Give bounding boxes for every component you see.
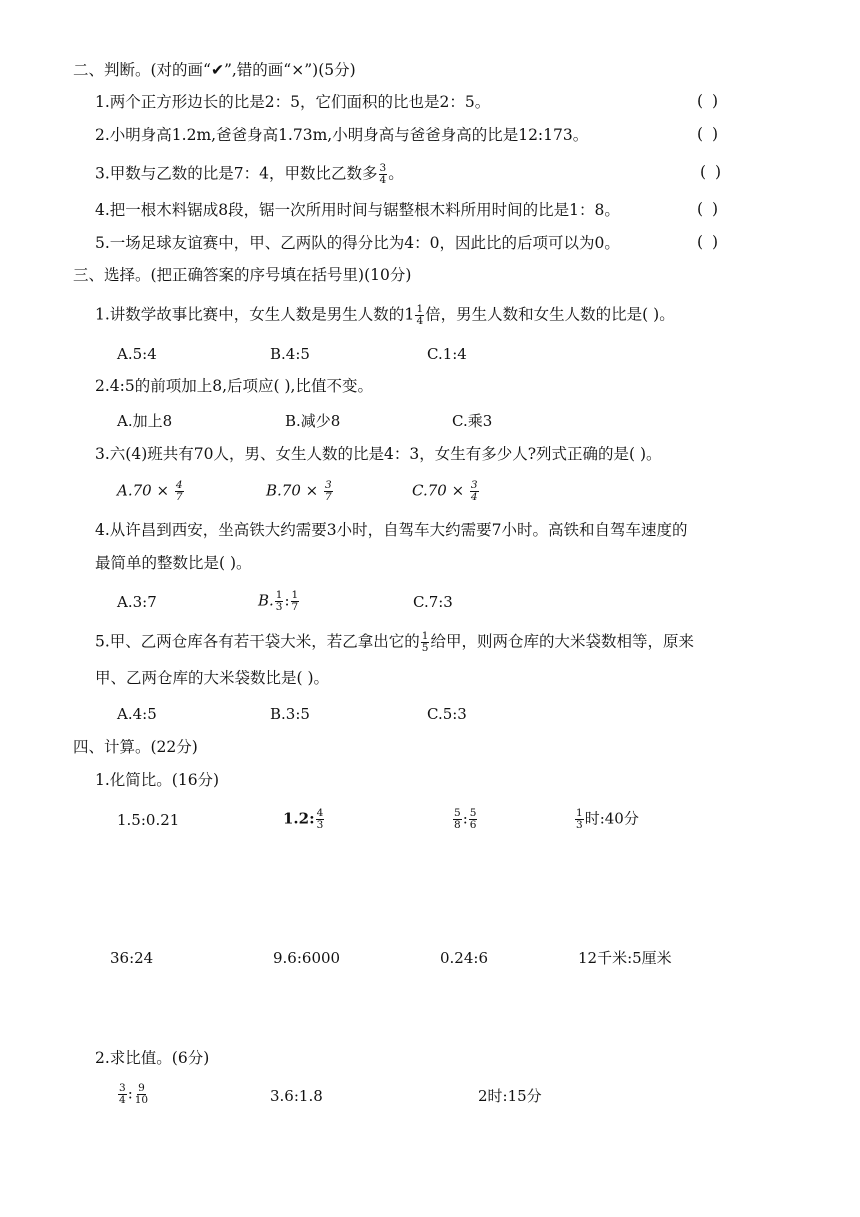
s3-q1-fraction: $\frac{1}{4}$ bbox=[416, 303, 424, 327]
s2-item-3-fraction: $\frac{3}{4}$ bbox=[379, 162, 387, 186]
s3-q2: 2.4:5的前项加上8,后项应( ),比值不变。 bbox=[95, 377, 373, 395]
s3-q1-option-a[interactable]: A.5:4 bbox=[117, 345, 157, 363]
calc-1-4: $\frac{1}{3}$ 时:40分 bbox=[576, 807, 639, 831]
s2-item-5: 5.一场足球友谊赛中，甲、乙两队的得分比为4：0，因此比的后项可以为0。 bbox=[95, 234, 620, 252]
calc-2-3: 0.24:6 bbox=[440, 949, 488, 967]
s3-q5-option-a[interactable]: A.4:5 bbox=[117, 705, 157, 723]
s2-item-2: 2.小明身高1.2m,爸爸身高1.73m,小明身高与爸爸身高的比是12:173。 bbox=[95, 126, 589, 144]
calc-2-4: 12千米:5厘米 bbox=[578, 949, 672, 967]
s3-q3-option-a[interactable]: A.70 × $\frac{4}{7}$ bbox=[117, 479, 183, 503]
calc-3-2: 3.6:1.8 bbox=[270, 1087, 323, 1105]
s3-q2-option-b[interactable]: B.减少8 bbox=[285, 412, 341, 430]
s3-q3-option-c[interactable]: C.70 × $\frac{3}{4}$ bbox=[412, 479, 478, 503]
s3-q4-option-b[interactable]: B. $\frac{1}{3}$ : $\frac{1}{7}$ bbox=[258, 589, 299, 613]
s2-item-1: 1.两个正方形边长的比是2：5，它们面积的比也是2：5。 bbox=[95, 93, 491, 111]
calc-3-3: 2时:15分 bbox=[478, 1087, 542, 1105]
s3-q4-line2: 最简单的整数比是( )。 bbox=[95, 554, 252, 572]
s3-q5-line2: 甲、乙两仓库的大米袋数比是( )。 bbox=[95, 669, 330, 687]
section4-heading: 四、计算。(22分) bbox=[73, 738, 198, 756]
calc-1-1: 1.5:0.21 bbox=[117, 811, 180, 829]
s2-item-3-text: 3.甲数与乙数的比是7：4，甲数比乙数多 bbox=[95, 164, 378, 183]
s3-q4-option-c[interactable]: C.7:3 bbox=[413, 593, 453, 611]
s3-q3: 3.六(4)班共有70人，男、女生人数的比是4：3，女生有多少人?列式正确的是( )。 bbox=[95, 445, 662, 463]
s3-q1-option-b[interactable]: B.4:5 bbox=[270, 345, 310, 363]
s3-q5-line1: 5.甲、乙两仓库各有若干袋大米，若乙拿出它的 $\frac{1}{5}$ 给甲，则两仓库的大米袋数相等，原来 bbox=[95, 630, 694, 654]
s3-q2-option-a[interactable]: A.加上8 bbox=[117, 412, 173, 430]
answer-paren-5[interactable]: ( ) bbox=[697, 233, 721, 251]
s3-q5-option-c[interactable]: C.5:3 bbox=[427, 705, 467, 723]
s3-q4-option-a[interactable]: A.3:7 bbox=[117, 593, 157, 611]
s3-q1: 1.讲数学故事比赛中，女生人数是男生人数的1 $\frac{1}{4}$ 倍，男生人数和女生人数的比是( )。 bbox=[95, 303, 675, 327]
s3-q1-option-c[interactable]: C.1:4 bbox=[427, 345, 467, 363]
s4-sub2: 2.求比值。(6分) bbox=[95, 1049, 210, 1067]
answer-paren-4[interactable]: ( ) bbox=[697, 200, 721, 218]
section2-heading: 二、判断。(对的画“✔”,错的画“×”)(5分) bbox=[73, 61, 356, 79]
s3-q3-option-b[interactable]: B.70 × $\frac{3}{7}$ bbox=[266, 479, 332, 503]
s2-item-4: 4.把一根木料锯成8段，锯一次所用时间与锯整根木料所用时间的比是1：8。 bbox=[95, 201, 620, 219]
calc-3-1: $\frac{3}{4}$ : $\frac{9}{10}$ bbox=[119, 1082, 149, 1106]
calc-2-2: 9.6:6000 bbox=[273, 949, 341, 967]
calc-1-2: 1.2: $\frac{4}{3}$ bbox=[283, 807, 324, 831]
s3-q5-fraction: $\frac{1}{5}$ bbox=[421, 630, 429, 654]
calc-2-1: 36:24 bbox=[110, 949, 154, 967]
answer-paren-3[interactable]: ( ) bbox=[700, 163, 724, 181]
calc-1-3: $\frac{5}{8}$ : $\frac{5}{6}$ bbox=[454, 807, 477, 831]
s3-q5-option-b[interactable]: B.3:5 bbox=[270, 705, 310, 723]
s4-sub1: 1.化简比。(16分) bbox=[95, 771, 220, 789]
s3-q2-option-c[interactable]: C.乘3 bbox=[452, 412, 493, 430]
s2-item-3: 3.甲数与乙数的比是7：4，甲数比乙数多 $\frac{3}{4}$ 。 bbox=[95, 162, 404, 186]
section3-heading: 三、选择。(把正确答案的序号填在括号里)(10分) bbox=[73, 266, 412, 284]
answer-paren-2[interactable]: ( ) bbox=[697, 125, 721, 143]
s3-q4-line1: 4.从许昌到西安，坐高铁大约需要3小时，自驾车大约需要7小时。高铁和自驾车速度的 bbox=[95, 521, 688, 539]
answer-paren-1[interactable]: ( ) bbox=[697, 92, 721, 110]
